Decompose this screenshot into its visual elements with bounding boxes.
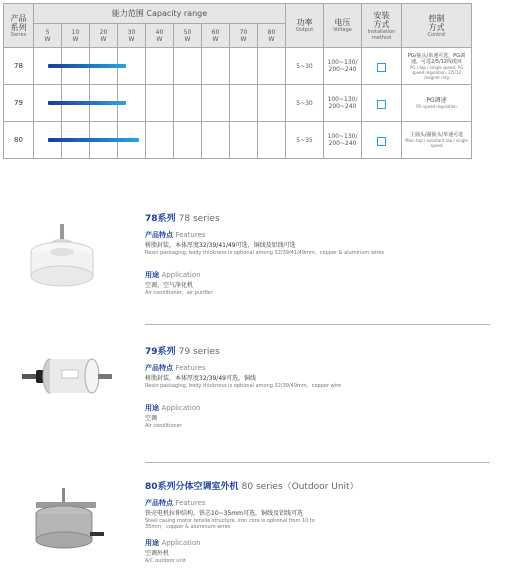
grid-separator bbox=[201, 122, 202, 158]
header-voltage-cn: 电压 bbox=[334, 18, 351, 27]
wattage-80 bbox=[258, 24, 286, 48]
product-title-cn: 80系列分体空调室外机 bbox=[145, 482, 239, 492]
control-cn: PG/抽头/单速可选，PG调速，可选2/5/12线缆环 bbox=[407, 52, 466, 65]
use-label-cn: 用途 bbox=[145, 271, 159, 279]
row-output: 5~35 bbox=[286, 122, 324, 159]
use-label-en: Application bbox=[161, 539, 201, 547]
product-title-en: 79 series bbox=[178, 347, 220, 357]
wattage-5 bbox=[34, 24, 62, 48]
use-label-en: Application bbox=[161, 404, 201, 412]
features-label-cn: 产品特点 bbox=[145, 499, 173, 507]
features-text-cn: 树脂封装，本体厚度32/39/49可选，铜线 bbox=[145, 375, 256, 382]
wattage-10 bbox=[62, 24, 90, 48]
product-title-en: 80 series（Outdoor Unit） bbox=[241, 482, 359, 492]
header-voltage-en: Voltage bbox=[333, 27, 352, 33]
header-series bbox=[4, 4, 34, 48]
wattage-unit: W bbox=[268, 35, 275, 43]
wattage-unit: W bbox=[156, 35, 163, 43]
capacity-bar bbox=[48, 138, 139, 142]
product-title-cn: 78系列 bbox=[145, 214, 176, 224]
wattage-label: 30 bbox=[127, 28, 136, 36]
control-en: PG speed regulation bbox=[416, 103, 457, 109]
use-label bbox=[145, 403, 490, 413]
install-checkbox-icon[interactable] bbox=[377, 100, 386, 109]
features-label bbox=[145, 230, 490, 240]
row-install bbox=[362, 85, 402, 122]
product-title bbox=[145, 344, 490, 357]
features-text-cn: 树脂封装，本体厚度32/39/41/49可选，铜线及铝线可选 bbox=[145, 242, 296, 249]
features-label-cn: 产品特点 bbox=[145, 364, 173, 372]
wattage-unit: W bbox=[72, 35, 79, 43]
header-install-en: Installation method bbox=[367, 28, 396, 41]
control-cn: PG调速 bbox=[426, 96, 447, 104]
row-control bbox=[402, 85, 472, 122]
section-divider bbox=[145, 324, 490, 325]
table-row bbox=[4, 48, 472, 85]
wattage-unit: W bbox=[44, 35, 51, 43]
wattage-label: 5 bbox=[45, 28, 50, 36]
control-en: PG / tap / single speed, PG speed regulation, 2/5/12 magnet ring bbox=[409, 64, 464, 80]
header-series-en: Series bbox=[10, 31, 27, 38]
motor-79-image bbox=[22, 352, 114, 406]
grid-separator bbox=[257, 48, 258, 84]
features-label-en: Features bbox=[175, 499, 206, 507]
row-output: 5~30 bbox=[286, 85, 324, 122]
capacity-bar bbox=[48, 64, 126, 68]
header-output bbox=[286, 4, 324, 48]
row-series: 79 bbox=[4, 85, 34, 122]
header-install-cn: 安装方式 bbox=[373, 10, 390, 29]
row-series: 80 bbox=[4, 122, 34, 159]
product-title bbox=[145, 479, 490, 492]
header-control-cn: 控制方式 bbox=[428, 13, 445, 32]
header-control-en: Control bbox=[427, 31, 446, 38]
row-voltage: 100~130/ 200~240 bbox=[324, 48, 362, 85]
use-label bbox=[145, 270, 490, 280]
wattage-label: 80 bbox=[267, 28, 276, 36]
grid-separator bbox=[173, 122, 174, 158]
use-text-en: A/C outdoor unit bbox=[145, 558, 186, 564]
wattage-unit: W bbox=[212, 35, 219, 43]
use-label-cn: 用途 bbox=[145, 404, 159, 412]
wattage-label: 50 bbox=[183, 28, 192, 36]
header-capacity bbox=[34, 4, 286, 24]
header-output-en: Output bbox=[295, 27, 314, 33]
header-output-cn: 功率 bbox=[296, 18, 313, 27]
features-text-en: Resin packaging, body thickness is optional among 32/39/49mm，copper wire bbox=[145, 383, 342, 389]
row-control bbox=[402, 122, 472, 159]
row-install bbox=[362, 122, 402, 159]
wattage-70 bbox=[230, 24, 258, 48]
features-label bbox=[145, 363, 490, 373]
grid-separator bbox=[229, 85, 230, 121]
wattage-label: 40 bbox=[155, 28, 164, 36]
product-title bbox=[145, 211, 490, 224]
wattage-unit: W bbox=[184, 35, 191, 43]
use-text-en: Air conditioner bbox=[145, 423, 182, 429]
section-divider bbox=[145, 462, 490, 463]
capacity-cell bbox=[34, 48, 286, 85]
product-title-cn: 79系列 bbox=[145, 347, 176, 357]
grid-separator bbox=[229, 48, 230, 84]
use-text-cn: 空调外机 bbox=[145, 550, 170, 557]
row-voltage: 100~130/ 200~240 bbox=[324, 85, 362, 122]
use-text-en: Air conditioner，air purifier bbox=[145, 290, 213, 296]
wattage-60 bbox=[202, 24, 230, 48]
spec-table bbox=[3, 3, 472, 159]
wattage-unit: W bbox=[100, 35, 107, 43]
motor-80-image bbox=[32, 488, 112, 562]
grid-separator bbox=[257, 122, 258, 158]
wattage-label: 70 bbox=[239, 28, 248, 36]
capacity-cell bbox=[34, 85, 286, 122]
row-series: 78 bbox=[4, 48, 34, 85]
install-checkbox-icon[interactable] bbox=[377, 63, 386, 72]
wattage-20 bbox=[90, 24, 118, 48]
wattage-label: 60 bbox=[211, 28, 220, 36]
header-voltage bbox=[324, 4, 362, 48]
table-row bbox=[4, 85, 472, 122]
grid-separator bbox=[145, 48, 146, 84]
wattage-50 bbox=[174, 24, 202, 48]
wattage-unit: W bbox=[240, 35, 247, 43]
product-79 bbox=[145, 344, 490, 429]
use-label-en: Application bbox=[161, 271, 201, 279]
features-label-en: Features bbox=[175, 364, 206, 372]
header-series-cn: 产品系列 bbox=[10, 13, 27, 32]
grid-separator bbox=[201, 85, 202, 121]
wattage-label: 20 bbox=[99, 28, 108, 36]
header-control bbox=[402, 4, 472, 48]
product-80 bbox=[145, 479, 490, 564]
header-capacity-cn: 能力范围 bbox=[111, 9, 144, 18]
wattage-30 bbox=[118, 24, 146, 48]
header-install bbox=[362, 4, 402, 48]
features-text-en: Resin packaging, body thickness is optional among 32/39/41/49mm，copper & aluminum wires bbox=[145, 250, 384, 256]
row-install bbox=[362, 48, 402, 85]
use-label bbox=[145, 538, 490, 548]
wattage-40 bbox=[146, 24, 174, 48]
features-label-en: Features bbox=[175, 231, 206, 239]
header-capacity-en: Capacity range bbox=[146, 9, 208, 18]
grid-separator bbox=[173, 48, 174, 84]
grid-separator bbox=[145, 85, 146, 121]
table-row bbox=[4, 122, 472, 159]
features-text-cn: 铁壳电机拉伸结构，铁芯10~35mm可选，铜线及铝线可选 bbox=[145, 510, 303, 517]
grid-separator bbox=[201, 48, 202, 84]
capacity-cell bbox=[34, 122, 286, 159]
features-label bbox=[145, 498, 490, 508]
grid-separator bbox=[145, 122, 146, 158]
row-control bbox=[402, 48, 472, 85]
use-text-cn: 空调，空气净化机 bbox=[145, 282, 194, 289]
grid-separator bbox=[229, 122, 230, 158]
wattage-label: 10 bbox=[71, 28, 80, 36]
product-78 bbox=[145, 211, 490, 296]
features-label-cn: 产品特点 bbox=[145, 231, 173, 239]
product-title-en: 78 series bbox=[178, 214, 220, 224]
control-en: Main tap / assistant tap / single speed bbox=[405, 138, 468, 148]
grid-separator bbox=[173, 85, 174, 121]
install-checkbox-icon[interactable] bbox=[377, 137, 386, 146]
capacity-bar bbox=[48, 101, 126, 105]
control-cn: 主抽头/副抽头/单速可选 bbox=[409, 132, 464, 138]
row-output: 5~30 bbox=[286, 48, 324, 85]
motor-78-image bbox=[28, 222, 108, 298]
grid-separator bbox=[257, 85, 258, 121]
row-voltage: 100~130/ 200~240 bbox=[324, 122, 362, 159]
use-text-cn: 空调 bbox=[145, 415, 158, 422]
use-label-cn: 用途 bbox=[145, 539, 159, 547]
wattage-unit: W bbox=[128, 35, 135, 43]
features-text-en: Steel casing motor tensile structure, iron core is optional from 10 to 35mm，copper & aluminum wires bbox=[145, 518, 315, 530]
